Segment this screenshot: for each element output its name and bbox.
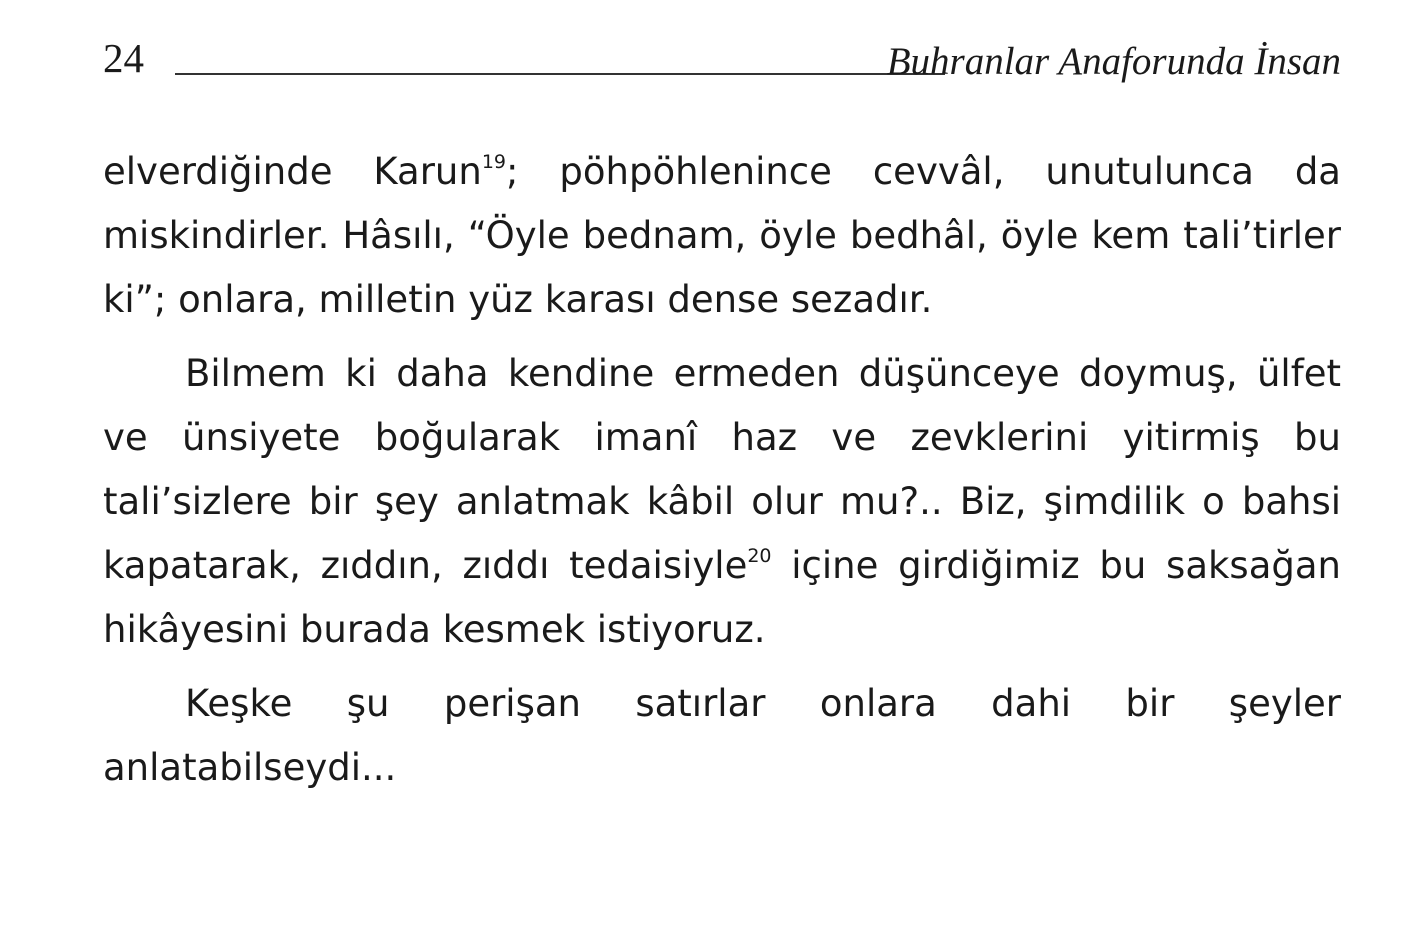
paragraph-text: Bilmem ki daha kendine ermeden düşünceye doymuş, ülfet ve ünsiyete boğularak imanî haz ve zevklerini yitirmiş bu tali’sizlere bir şey anlatmak kâbil olur mu?.. Biz, şimdilik o bahsi kapatarak, zıddın, zıddı tedaisiyle [103,352,1341,587]
paragraph-text: ; pöhpöhlenince cevvâl, unutulunca da miskindirler. Hâsılı, “Öyle bednam, öyle bedhâl, öyle kem tali’tirler ki”; onlara, milletin yüz karası dense sezadır. [103,150,1341,321]
paragraph-1 [103,140,1341,332]
paragraph-text: içine girdiğimiz bu saksağan hikâyesini burada kesmek istiyoruz. [103,544,1341,651]
page-header [103,30,1341,86]
running-title: Buhranlar Anaforunda İnsan [886,40,1341,83]
paragraph-text: Keşke şu perişan satırlar onlara dahi bir şeyler anlatabilseydi... [103,682,1341,789]
paragraph-text: elverdiğinde Karun [103,150,482,193]
body-text [103,140,1341,800]
paragraph-2 [103,342,1341,662]
header-rule [175,73,945,75]
page-number: 24 [103,35,144,81]
footnote-ref-20: 20 [747,545,772,567]
paragraph-3 [103,672,1341,800]
footnote-ref-19: 19 [481,151,507,173]
